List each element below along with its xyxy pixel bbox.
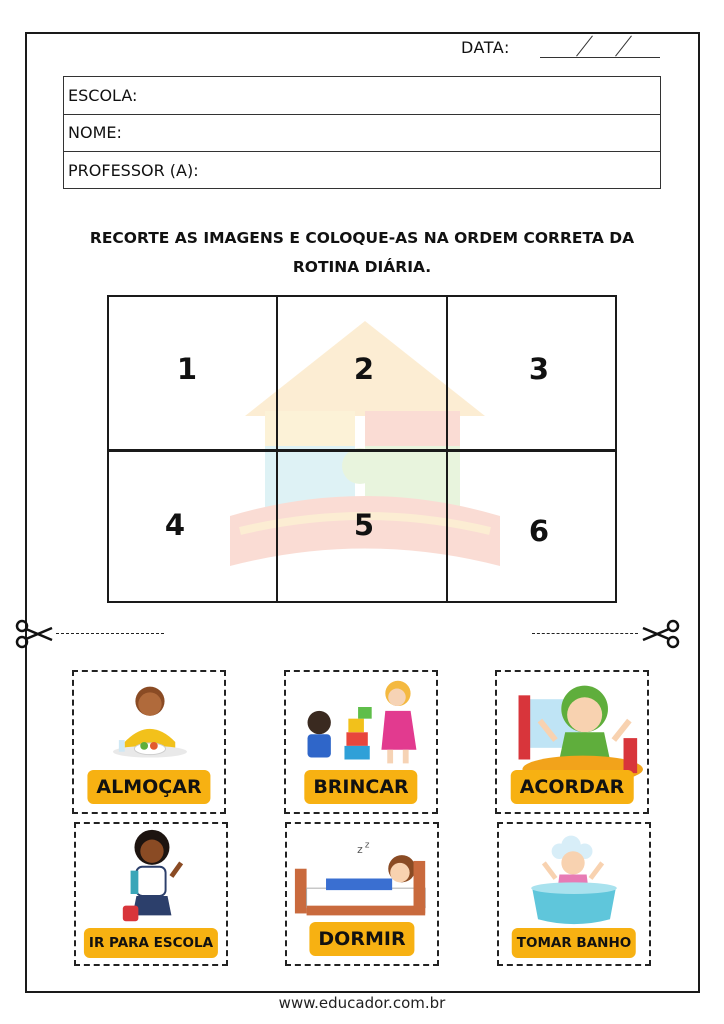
- scissors-icon: [641, 618, 681, 650]
- grid-cell-number-4: 4: [164, 508, 186, 542]
- teacher-field: [64, 152, 660, 190]
- cut-line-left: [56, 633, 164, 634]
- teacher-label: PROFESSOR (A):: [68, 161, 199, 181]
- cutout-card-go-to-school[interactable]: [74, 822, 228, 966]
- date-line: [540, 57, 660, 58]
- grid-cell-number-5: 5: [353, 508, 375, 542]
- card-label: BRINCAR: [304, 770, 417, 804]
- card-label: TOMAR BANHO: [512, 928, 636, 958]
- grid-cell-number-1: 1: [176, 352, 198, 386]
- scissors-icon: [14, 618, 54, 650]
- card-label: ALMOÇAR: [87, 770, 210, 804]
- svg-text:z: z: [357, 843, 363, 857]
- student-info-box: [63, 76, 661, 189]
- name-label: NOME:: [68, 123, 122, 143]
- school-field: [64, 77, 660, 115]
- svg-text:z: z: [364, 840, 370, 851]
- cutout-card-play[interactable]: [284, 670, 438, 814]
- cut-line-right: [532, 633, 638, 634]
- card-label: IR PARA ESCOLA: [84, 928, 218, 958]
- cutout-card-sleep[interactable]: [285, 822, 439, 966]
- grid-cell-number-6: 6: [528, 514, 550, 548]
- grid-divider: [109, 449, 615, 452]
- sequence-grid: [107, 295, 617, 603]
- footer-website: www.educador.com.br: [278, 994, 446, 1012]
- card-label: DORMIR: [309, 922, 414, 956]
- name-field: [64, 115, 660, 153]
- instruction-line-2: ROTINA DIÁRIA.: [292, 258, 432, 276]
- date-label: DATA:: [461, 37, 510, 57]
- date-field: [461, 36, 510, 58]
- cutout-card-wake-up[interactable]: [495, 670, 649, 814]
- cutout-card-bath[interactable]: [497, 822, 651, 966]
- card-label: ACORDAR: [511, 770, 634, 804]
- grid-cell-number-3: 3: [528, 352, 550, 386]
- grid-cell-number-2: 2: [353, 352, 375, 386]
- instruction-text: [70, 224, 654, 282]
- cutout-card-lunch[interactable]: [72, 670, 226, 814]
- school-label: ESCOLA:: [68, 85, 138, 105]
- instruction-line-1: RECORTE AS IMAGENS E COLOQUE-AS NA ORDEM CORRETA DA: [89, 229, 635, 247]
